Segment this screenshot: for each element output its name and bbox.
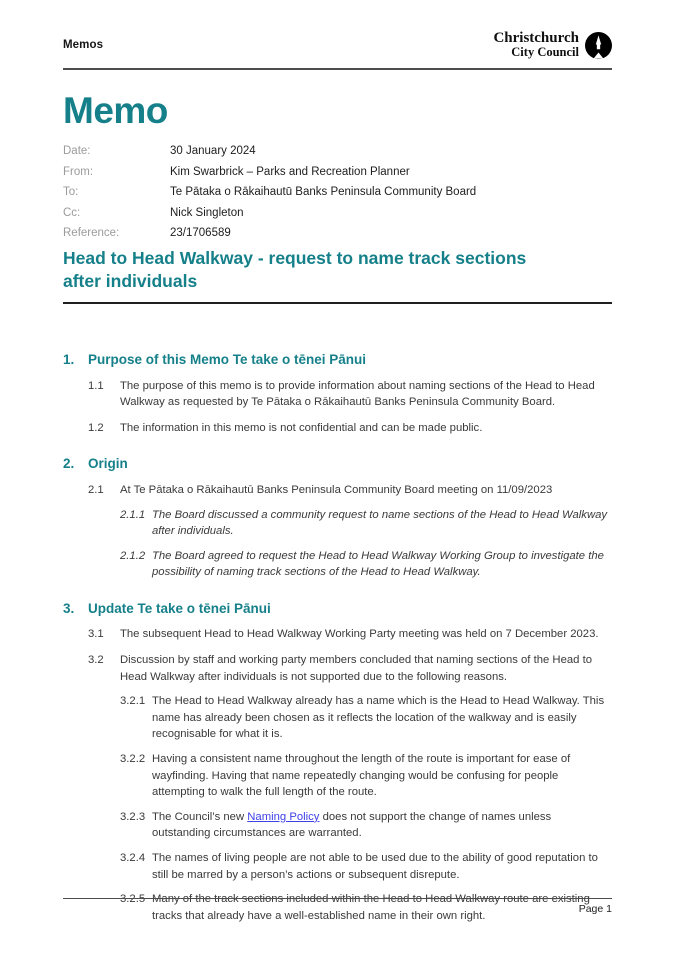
meta-value: 23/1706589 [170, 227, 231, 240]
clause-text: Having a consistent name throughout the length of the route is important for ease of wayfinding. Having that name repeatedly changing would be confusing for people attempting to walk the full length of the route. [152, 753, 571, 799]
meta-row-from [63, 162, 612, 183]
clause-text: The Board agreed to request the Head to Head Walkway Working Group to investigate the possibility of naming track sections of the Head to Head Walkway. [152, 549, 604, 579]
clause-number: 1.2 [88, 421, 104, 434]
section-title: Origin [88, 456, 128, 472]
clause-text: The Board discussed a community request to name sections of the Head to Head Walkway after individuals. [152, 508, 608, 538]
clause-text: Many of the track sections included within the Head to Head Walkway route are existing tracks that already have a well-established name in their own right. [152, 893, 590, 922]
meta-row-to [63, 182, 612, 203]
clause-text: At Te Pātaka o Rākaihautū Banks Peninsula Community Board meeting on 11/09/2023 [120, 483, 553, 496]
page-footer [63, 898, 612, 917]
section-heading [63, 600, 612, 618]
memo-body [63, 351, 612, 924]
clause-3-2-2 [120, 751, 612, 801]
clause-number: 3.2.4 [120, 852, 146, 864]
memo-metadata [63, 141, 612, 244]
clause-3-2-4 [120, 850, 612, 883]
meta-label: Reference: [63, 227, 120, 240]
meta-row-cc [63, 203, 612, 224]
clause-number: 3.2.1 [120, 695, 146, 708]
page-header [63, 0, 612, 59]
clause-text: The subsequent Head to Head Walkway Working Party meeting was held on 7 December 2023. [120, 628, 599, 641]
clause-3-2-3 [120, 809, 612, 842]
clause-3-2-1 [120, 693, 612, 743]
clause-text-after-link: does not support the change of names unless outstanding circumstances are warranted. [152, 810, 552, 840]
section-update [63, 600, 612, 924]
meta-value: Nick Singleton [170, 206, 244, 219]
naming-policy-link[interactable]: Naming Policy [247, 810, 320, 823]
meta-label: From: [63, 165, 94, 178]
clause-number: 1.1 [88, 379, 104, 392]
clause-2-1 [88, 482, 612, 581]
clause-number: 3.2.5 [120, 893, 146, 906]
clause-2-1-2 [120, 548, 612, 581]
clause-text: The information in this memo is not confidential and can be made public. [120, 421, 483, 434]
memo-subject: Head to Head Walkway - request to name track sections after individuals [63, 247, 527, 291]
section-purpose [63, 351, 612, 436]
clause-text-before-link: The Council’s new [152, 810, 248, 823]
meta-label: Cc: [63, 206, 81, 219]
clause-text [152, 809, 612, 842]
council-logo-text [493, 31, 579, 59]
section-title: Purpose of this Memo Te take o tēnei Pānui [88, 352, 367, 368]
meta-value: Kim Swarbrick – Parks and Recreation Planner [170, 165, 410, 178]
section-heading [63, 455, 612, 473]
clause-text: Discussion by staff and working party members concluded that naming sections of the Head to Head Walkway after individuals is not supported due to the following reasons. [120, 654, 592, 683]
council-logo [493, 31, 612, 59]
memo-title: Memo [63, 90, 168, 132]
section-number: 2. [63, 456, 75, 472]
clause-number: 3.2 [88, 654, 104, 667]
council-logo-line1: Christchurch [493, 30, 579, 46]
clause-1-1 [88, 378, 612, 411]
clause-text: The purpose of this memo is to provide information about naming sections of the Head to Head Walkway as requested by Te Pātaka o Rākaihautū Banks Peninsula Community Board. [120, 379, 595, 409]
page-number-label: Page 1 [578, 903, 612, 915]
subject-block [63, 247, 612, 305]
section-number: 1. [63, 352, 75, 368]
meta-value: 30 January 2024 [170, 145, 256, 158]
clause-number: 2.1 [88, 483, 104, 496]
section-number: 3. [63, 600, 75, 616]
clause-3-2 [88, 652, 612, 924]
section-heading [63, 351, 612, 369]
meta-row-date [63, 141, 612, 162]
clause-number: 2.1.2 [120, 549, 146, 562]
section-origin [63, 455, 612, 581]
clause-2-1-1 [120, 507, 612, 540]
clause-3-1 [88, 626, 612, 643]
meta-row-reference [63, 223, 612, 244]
clause-number: 3.2.3 [120, 810, 146, 823]
doc-type-label: Memos [63, 39, 104, 52]
clause-number: 2.1.1 [120, 508, 146, 521]
meta-label: Date: [63, 145, 91, 158]
clause-number: 3.1 [88, 628, 104, 641]
clause-text: The names of living people are not able to be used due to the ability of good reputation to still be marred by a person’s actions or subsequent disrepute. [152, 852, 598, 881]
meta-label: To: [63, 186, 79, 199]
clause-1-2 [88, 420, 612, 437]
header-divider [63, 68, 612, 70]
meta-value: Te Pātaka o Rākaihautū Banks Peninsula Community Board [170, 186, 477, 199]
clause-text: The Head to Head Walkway already has a name which is the Head to Head Walkway. This name has already been chosen as it reflects the location of the walkway and is easily recognisable for what it is. [152, 695, 605, 741]
section-title: Update Te take o tēnei Pānui [88, 600, 271, 616]
council-logo-line2: City Council [511, 45, 579, 60]
council-emblem-icon [585, 32, 612, 59]
clause-number: 3.2.2 [120, 753, 146, 766]
